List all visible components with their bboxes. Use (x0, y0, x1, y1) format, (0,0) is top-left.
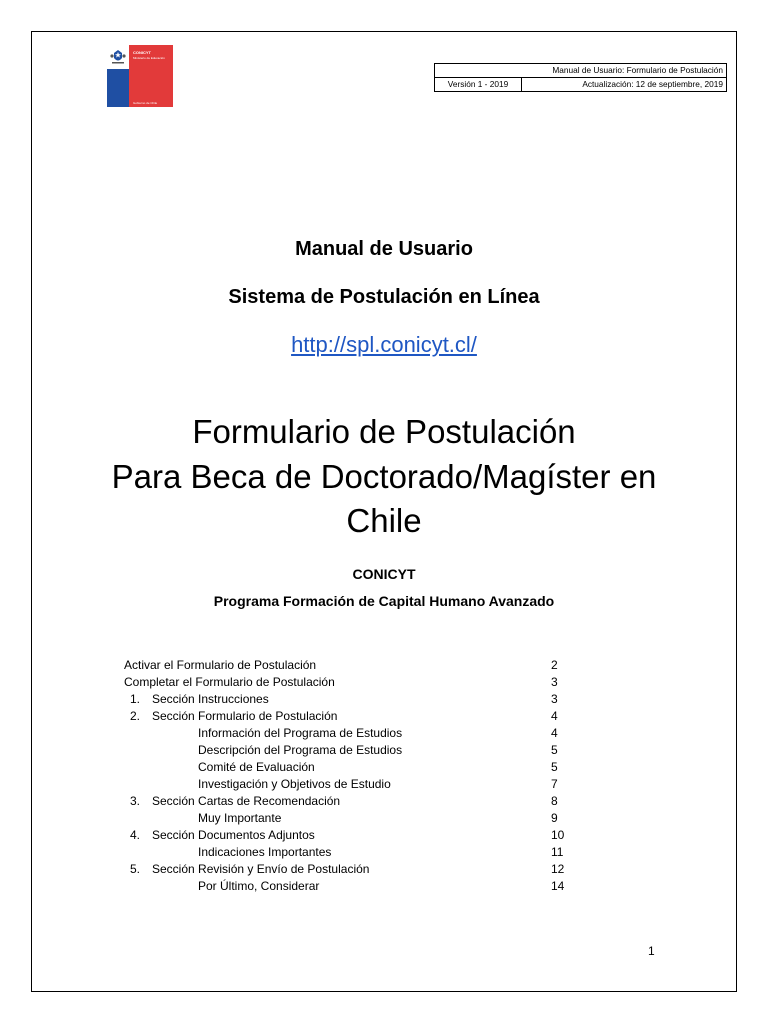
toc-entry-number: 4. (129, 828, 140, 842)
toc-entry[interactable] (124, 759, 584, 776)
toc-entry-page: 9 (551, 811, 558, 825)
toc-entry-label: Activar el Formulario de Postulación (124, 658, 317, 672)
toc-entry[interactable] (124, 674, 584, 691)
logo-org-name: CONICYT (133, 50, 151, 55)
system-title: Sistema de Postulación en Línea (228, 286, 540, 308)
toc-entry-label: Sección Cartas de Recomendación (152, 794, 341, 808)
toc-entry-label: Muy Importante (198, 811, 282, 825)
toc-entry[interactable] (124, 657, 584, 674)
toc-entry-label: Comité de Evaluación (198, 760, 315, 774)
toc-entry[interactable] (124, 725, 584, 742)
toc-entry-page: 5 (551, 760, 558, 774)
toc-entry-page: 7 (551, 777, 558, 791)
toc-entry-page: 8 (551, 794, 558, 808)
toc-entry[interactable] (124, 742, 584, 759)
organization-name: CONICYT (352, 566, 416, 582)
toc-entry-label: Sección Revisión y Envío de Postulación (152, 862, 370, 876)
toc-entry-page: 12 (551, 862, 565, 876)
toc-entry-label: Por Último, Considerar (198, 879, 320, 893)
toc-entry-page: 4 (551, 709, 558, 723)
toc-entry[interactable] (124, 691, 584, 708)
program-name: Programa Formación de Capital Humano Avanzado (213, 593, 555, 609)
form-title-line-3: Chile (346, 502, 422, 539)
toc-entry-number: 5. (129, 862, 140, 876)
toc-entry-label: Sección Documentos Adjuntos (152, 828, 315, 842)
header-updated: Actualización: 12 de septiembre, 2019 (522, 78, 727, 92)
portal-link[interactable]: http://spl.conicyt.cl/ (291, 332, 477, 357)
toc-entry-label: Indicaciones Importantes (198, 845, 332, 859)
form-title-line-1: Formulario de Postulación (192, 413, 576, 450)
conicyt-logo (107, 45, 173, 107)
header-table (434, 63, 727, 92)
table-of-contents (124, 657, 584, 895)
toc-entry-page: 11 (551, 845, 564, 859)
logo-ministry: Ministerio de Educación (133, 56, 165, 60)
toc-entry-page: 5 (551, 743, 558, 757)
toc-entry-page: 14 (551, 879, 565, 893)
toc-entry-label: Sección Instrucciones (152, 692, 269, 706)
toc-entry-label: Completar el Formulario de Postulación (124, 675, 335, 689)
toc-entry-number: 2. (129, 709, 140, 723)
manual-title: Manual de Usuario (295, 238, 473, 260)
toc-entry-page: 2 (551, 658, 558, 672)
toc-entry[interactable] (124, 844, 584, 861)
toc-entry[interactable] (124, 708, 584, 725)
form-title-line-2: Para Beca de Doctorado/Magíster en (111, 458, 657, 495)
header-version: Versión 1 - 2019 (435, 78, 522, 92)
toc-entry-page: 4 (551, 726, 558, 740)
toc-entry-page: 3 (551, 675, 558, 689)
coat-of-arms-icon (109, 48, 127, 66)
toc-entry-label: Sección Formulario de Postulación (152, 709, 338, 723)
toc-entry-page: 10 (551, 828, 565, 842)
toc-entry[interactable] (124, 776, 584, 793)
toc-entry[interactable] (124, 793, 584, 810)
toc-entry-number: 1. (129, 692, 140, 706)
page-number: 1 (648, 944, 655, 958)
toc-entry[interactable] (124, 827, 584, 844)
toc-entry[interactable] (124, 810, 584, 827)
logo-government: Gobierno de Chile (133, 101, 158, 105)
toc-entry-page: 3 (551, 692, 558, 706)
toc-entry-label: Información del Programa de Estudios (198, 726, 403, 740)
toc-entry-number: 3. (129, 794, 140, 808)
toc-entry[interactable] (124, 878, 584, 895)
header-doc-title: Manual de Usuario: Formulario de Postulación (435, 64, 727, 78)
toc-entry-label: Investigación y Objetivos de Estudio (198, 777, 391, 791)
toc-entry[interactable] (124, 861, 584, 878)
toc-entry-label: Descripción del Programa de Estudios (198, 743, 403, 757)
